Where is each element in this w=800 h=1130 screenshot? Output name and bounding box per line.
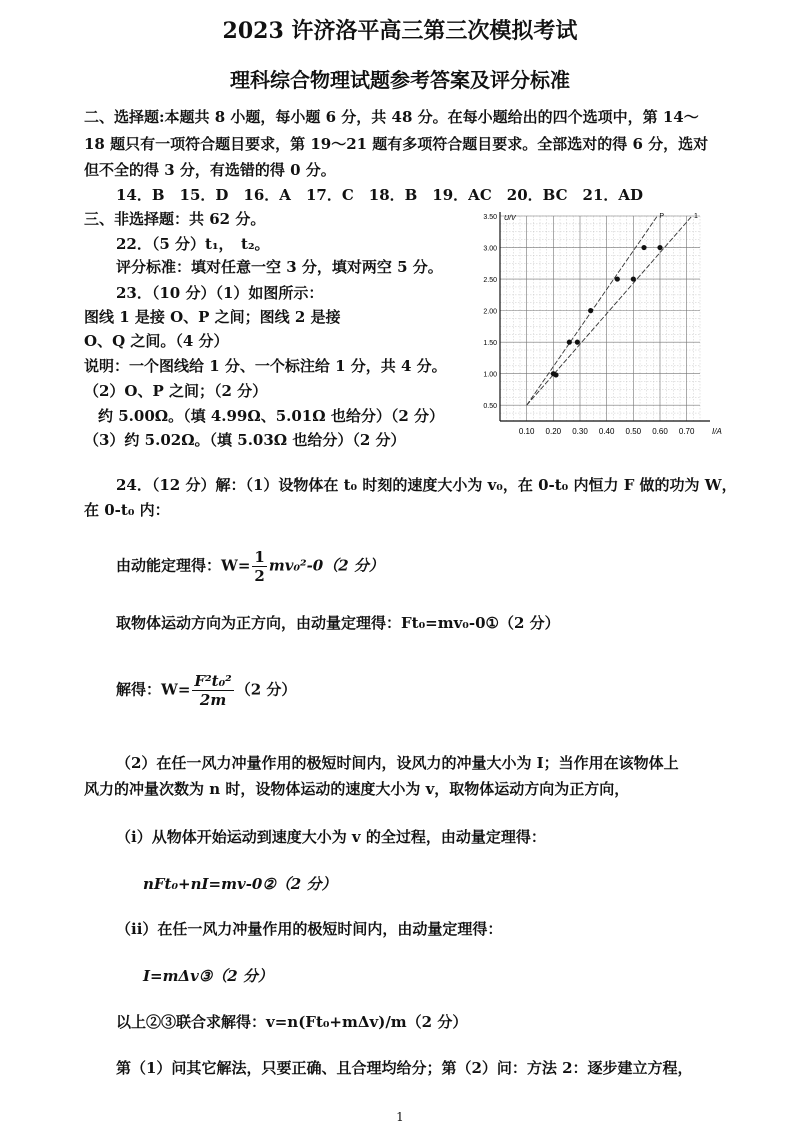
q24-momentum: 取物体运动方向为正方向，由动量定理得：Ft₀=mv₀-0①（2 分）: [116, 614, 560, 632]
y-tick-label: 2.00: [483, 308, 497, 316]
data-point: [588, 308, 593, 313]
y-tick-label: 3.50: [483, 214, 497, 221]
q24-solution: [116, 672, 296, 709]
page-title: 2023 许济洛平高三第三次模拟考试: [222, 18, 578, 44]
q24-line2: 在 0-t₀ 内：: [84, 501, 170, 519]
sol-numerator: F²t₀²: [194, 672, 232, 690]
data-point: [567, 340, 572, 345]
x-tick-label: 0.60: [652, 427, 668, 436]
x-tick-label: 0.40: [598, 427, 615, 436]
q23-note: 说明：一个图线给 1 分、一个标注给 1 分，共 4 分。: [84, 357, 447, 375]
x-axis-label: I/A: [712, 427, 722, 436]
q24-kinetic-energy: [116, 548, 384, 585]
mcq-intro-2: 18 题只有一项符合题目要求，第 19～21 题有多项符合题目要求。全部选对的得 6 分，选对: [84, 135, 709, 153]
ke-denominator: 2: [254, 567, 265, 585]
q24-part2-line1: （2）在任一风力冲量作用的极短时间内，设风力的冲量大小为 I；当作用在该物体上: [116, 754, 679, 772]
y-tick-label: 1.50: [483, 340, 497, 348]
q23-part3: （3）约 5.02Ω。（填 5.03Ω 也给分）（2 分）: [84, 431, 406, 449]
mcq-intro-3: 但不全的得 3 分，有选错的得 0 分。: [84, 161, 336, 179]
q24-part2-line2: 风力的冲量次数为 n 时，设物体运动的速度大小为 v，取物体运动方向为正方向，: [84, 780, 630, 798]
ke-fraction: [252, 548, 266, 585]
fit-line-label: 1: [694, 213, 698, 220]
data-point: [553, 372, 558, 377]
fit-line-label: P: [659, 213, 665, 220]
data-point: [657, 245, 662, 250]
data-point: [575, 340, 580, 345]
page-number: 1: [396, 1110, 404, 1124]
y-tick-label: 2.50: [483, 277, 497, 285]
x-tick-label: 0.70: [678, 427, 695, 436]
q24-ii-equation: I=mΔv③（2 分）: [143, 967, 273, 985]
iv-graph: [470, 208, 722, 452]
q24-combine: 以上②③联合求解得：v=n(Ft₀+mΔv)/m（2 分）: [116, 1013, 468, 1031]
mcq-intro-1: 二、选择题:本题共 8 小题，每小题 6 分，共 48 分。在每小题给出的四个选项中，第 14～: [84, 108, 699, 126]
q22: 22．（5 分）t₁， t₂。: [116, 235, 270, 253]
nonmcq-heading: 三、非选择题：共 62 分。: [84, 210, 266, 228]
x-tick-label: 0.30: [572, 427, 588, 436]
ke-numerator: 1: [254, 548, 265, 566]
q24-i: （i）从物体开始运动到速度大小为 v 的全过程，由动量定理得：: [116, 828, 546, 846]
data-point: [631, 276, 636, 281]
x-tick-label: 0.50: [625, 427, 642, 436]
y-tick-label: 0.50: [483, 403, 497, 411]
q23-part2: （2）O、P 之间；（2 分）: [84, 382, 268, 400]
y-tick-label: 3.00: [483, 245, 497, 253]
q23-part2b: 约 5.00Ω。（填 4.99Ω、5.01Ω 也给分）（2 分）: [98, 407, 444, 425]
data-point: [641, 245, 646, 250]
q24-i-equation: nFt₀+nI=mv-0②（2 分）: [143, 875, 337, 893]
data-point: [615, 276, 620, 281]
q24-ii: （ii）在任一风力冲量作用的极短时间内，由动量定理得：: [116, 920, 503, 938]
ke-prefix: 由动能定理得：W=: [116, 556, 251, 575]
q23-line1: 图线 1 是接 O、P 之间；图线 2 是接: [84, 308, 341, 326]
ke-suffix: mv₀²-0（2 分）: [268, 556, 384, 575]
x-tick-label: 0.20: [545, 427, 562, 436]
q22-standard: 评分标准：填对任意一空 3 分，填对两空 5 分。: [116, 258, 443, 276]
sol-fraction: [192, 672, 233, 709]
x-tick-label: 0.10: [518, 427, 535, 436]
sol-suffix: （2 分）: [235, 680, 297, 699]
q23-line2: O、Q 之间。（4 分）: [84, 332, 229, 350]
q24-last: 第（1）问其它解法，只要正确、且合理均给分；第（2）问：方法 2：逐步建立方程，: [116, 1059, 693, 1077]
mcq-answers: 14．B 15．D 16．A 17．C 18．B 19．AC 20．BC 21．AD: [116, 186, 644, 204]
page-subtitle: 理科综合物理试题参考答案及评分标准: [230, 68, 570, 92]
sol-prefix: 解得：W=: [116, 680, 191, 699]
y-axis-label: U/V: [504, 215, 516, 222]
sol-denominator: 2m: [199, 691, 227, 709]
q24-line1: 24．（12 分）解：（1）设物体在 t₀ 时刻的速度大小为 v₀，在 0-t₀ 内恒力 F 做的功为 W，: [116, 476, 737, 494]
y-tick-label: 1.00: [483, 371, 497, 379]
q23: 23．（10 分）（1）如图所示：: [116, 284, 324, 302]
